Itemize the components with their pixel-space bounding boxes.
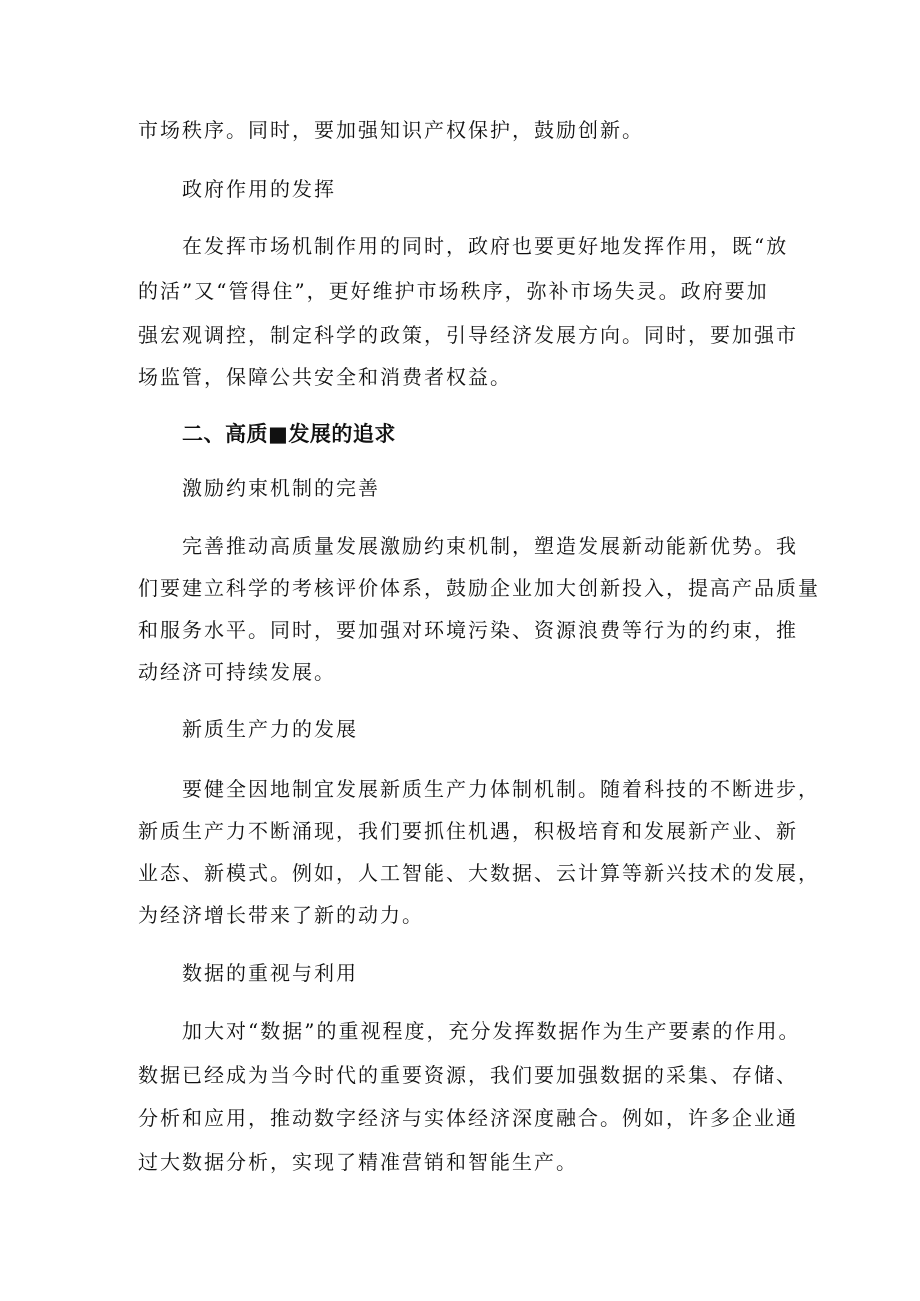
paragraph-government-role-line-2: 的活”又“管得住”，更好维护市场秩序，弥补市场失灵。政府要加 <box>138 279 769 303</box>
paragraph-market-order-line-1: 市场秩序。同时，要加强知识产权保护，鼓励创新。 <box>138 118 644 142</box>
paragraph-incentive-line-3: 和服务水平。同时，要加强对环境污染、资源浪费等行为的约束，推 <box>138 618 798 642</box>
paragraph-incentive-line-2: 们要建立科学的考核评价体系，鼓励企业加大创新投入，提高产品质量 <box>138 576 820 600</box>
paragraph-productivity-line-2: 新质生产力不断涌现，我们要抓住机遇，积极培育和发展新产业、新 <box>138 819 798 843</box>
paragraph-data-line-1: 加大对“数据”的重视程度，充分发挥数据作为生产要素的作用。 <box>182 1019 801 1043</box>
paragraph-productivity-line-4: 为经济增长带来了新的动力。 <box>138 903 424 927</box>
paragraph-government-role-line-1: 在发挥市场机制作用的同时，政府也要更好地发挥作用，既“放 <box>182 234 789 258</box>
subheading-data-utilization: 数据的重视与利用 <box>182 961 358 985</box>
subheading-government-role: 政府作用的发挥 <box>182 177 336 201</box>
paragraph-government-role-line-3: 强宏观调控，制定科学的政策，引导经济发展方向。同时，要加强市 <box>138 323 798 347</box>
paragraph-productivity-line-3: 业态、新模式。例如，人工智能、大数据、云计算等新兴技术的发展， <box>138 861 820 885</box>
paragraph-government-role-line-4: 场监管，保障公共安全和消费者权益。 <box>138 365 512 389</box>
subheading-new-productivity: 新质生产力的发展 <box>182 717 358 741</box>
paragraph-incentive-line-1: 完善推动高质量发展激励约束机制，塑造发展新动能新优势。我 <box>182 534 798 558</box>
subheading-incentive-mechanism: 激励约束机制的完善 <box>182 476 380 500</box>
section-heading-high-quality-development: 二、高质■发展的追求 <box>182 422 396 446</box>
paragraph-data-line-3: 分析和应用，推动数字经济与实体经济深度融合。例如，许多企业通 <box>138 1106 798 1130</box>
paragraph-productivity-line-1: 要健全因地制宜发展新质生产力体制机制。随着科技的不断进步， <box>182 777 820 801</box>
paragraph-data-line-2: 数据已经成为当今时代的重要资源，我们要加强数据的采集、存储、 <box>138 1063 798 1087</box>
paragraph-data-line-4: 过大数据分析，实现了精准营销和智能生产。 <box>138 1150 578 1174</box>
paragraph-incentive-line-4: 动经济可持续发展。 <box>138 660 336 684</box>
